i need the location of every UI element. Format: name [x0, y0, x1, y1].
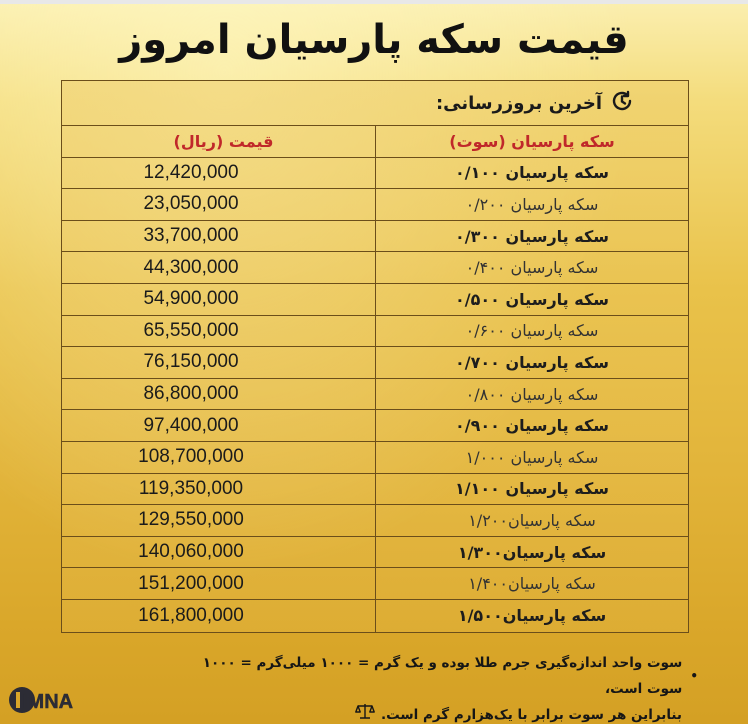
table-row — [62, 537, 688, 569]
coin-price: 23,050,000 — [143, 193, 239, 215]
coin-name: سکه پارسیان ۰/۲۰۰ — [375, 189, 688, 220]
logo-text: IMNA — [22, 691, 74, 713]
bullet-icon: • — [690, 669, 698, 683]
table-row — [62, 252, 688, 284]
coin-name: سکه پارسیان۱/۳۰۰ — [375, 537, 688, 568]
price-table — [61, 80, 689, 633]
coin-name: سکه پارسیان ۰/۱۰۰ — [375, 158, 688, 189]
coin-price: 76,150,000 — [143, 351, 239, 373]
table-row — [62, 347, 688, 379]
column-header-coin: سکه پارسیان (سوت) — [375, 126, 688, 157]
coin-price: 54,900,000 — [143, 288, 239, 310]
table-row — [62, 189, 688, 221]
table-header-row — [62, 126, 688, 158]
coin-price: 119,350,000 — [138, 477, 244, 499]
last-update-row — [62, 81, 688, 126]
column-header-price: قیمت (ریال) — [173, 131, 274, 151]
coin-price: 151,200,000 — [138, 572, 244, 594]
coin-price: 108,700,000 — [138, 446, 244, 468]
footnote — [178, 650, 698, 724]
coin-name: سکه پارسیان ۰/۳۰۰ — [375, 221, 688, 252]
table-row — [62, 158, 688, 190]
last-update-label: آخرین بروزرسانی: — [435, 92, 602, 114]
coin-name: سکه پارسیان۱/۵۰۰ — [375, 600, 688, 632]
table-row — [62, 316, 688, 348]
coin-name: سکه پارسیان ۱/۱۰۰ — [375, 474, 688, 505]
coin-name: سکه پارسیان۱/۴۰۰ — [375, 568, 688, 599]
coin-price: 140,060,000 — [138, 541, 244, 563]
table-row — [62, 221, 688, 253]
coin-price: 86,800,000 — [143, 383, 239, 405]
table-row — [62, 474, 688, 506]
scale-icon — [355, 702, 375, 724]
table-row — [62, 284, 688, 316]
table-row — [62, 442, 688, 474]
coin-price: 161,800,000 — [138, 604, 244, 626]
top-border-strip — [0, 0, 748, 4]
table-row — [62, 410, 688, 442]
coin-name: سکه پارسیان ۰/۵۰۰ — [375, 284, 688, 315]
table-row — [62, 600, 688, 632]
coin-name: سکه پارسیان۱/۲۰۰ — [375, 505, 688, 536]
page-title: قیمت سکه پارسیان امروز — [119, 17, 629, 63]
table-row — [62, 379, 688, 411]
footnote-line-2 — [178, 702, 698, 724]
clock-refresh-icon — [610, 89, 634, 118]
coin-price: 97,400,000 — [143, 414, 239, 436]
imna-logo — [8, 680, 108, 720]
footnote-text-2: بنابراین هر سوت برابر با یک‌هزارم گرم است. — [380, 707, 682, 723]
coin-name: سکه پارسیان ۰/۹۰۰ — [375, 410, 688, 441]
coin-name: سکه پارسیان ۰/۶۰۰ — [375, 316, 688, 347]
table-row — [62, 505, 688, 537]
coin-name: سکه پارسیان ۰/۴۰۰ — [375, 252, 688, 283]
coin-price: 65,550,000 — [143, 319, 239, 341]
coin-name: سکه پارسیان ۰/۸۰۰ — [375, 379, 688, 410]
coin-price: 33,700,000 — [143, 225, 239, 247]
coin-price: 44,300,000 — [143, 256, 239, 278]
coin-price: 12,420,000 — [143, 161, 239, 183]
footnote-text-1: سوت واحد اندازه‌گیری جرم طلا بوده و یک گرم = ۱۰۰۰ میلی‌گرم = ۱۰۰۰ سوت است، — [202, 655, 683, 697]
coin-name: سکه پارسیان ۰/۷۰۰ — [375, 347, 688, 378]
coin-price: 129,550,000 — [138, 509, 244, 531]
footnote-line-1 — [178, 650, 698, 702]
coin-name: سکه پارسیان ۱/۰۰۰ — [375, 442, 688, 473]
table-row — [62, 568, 688, 600]
